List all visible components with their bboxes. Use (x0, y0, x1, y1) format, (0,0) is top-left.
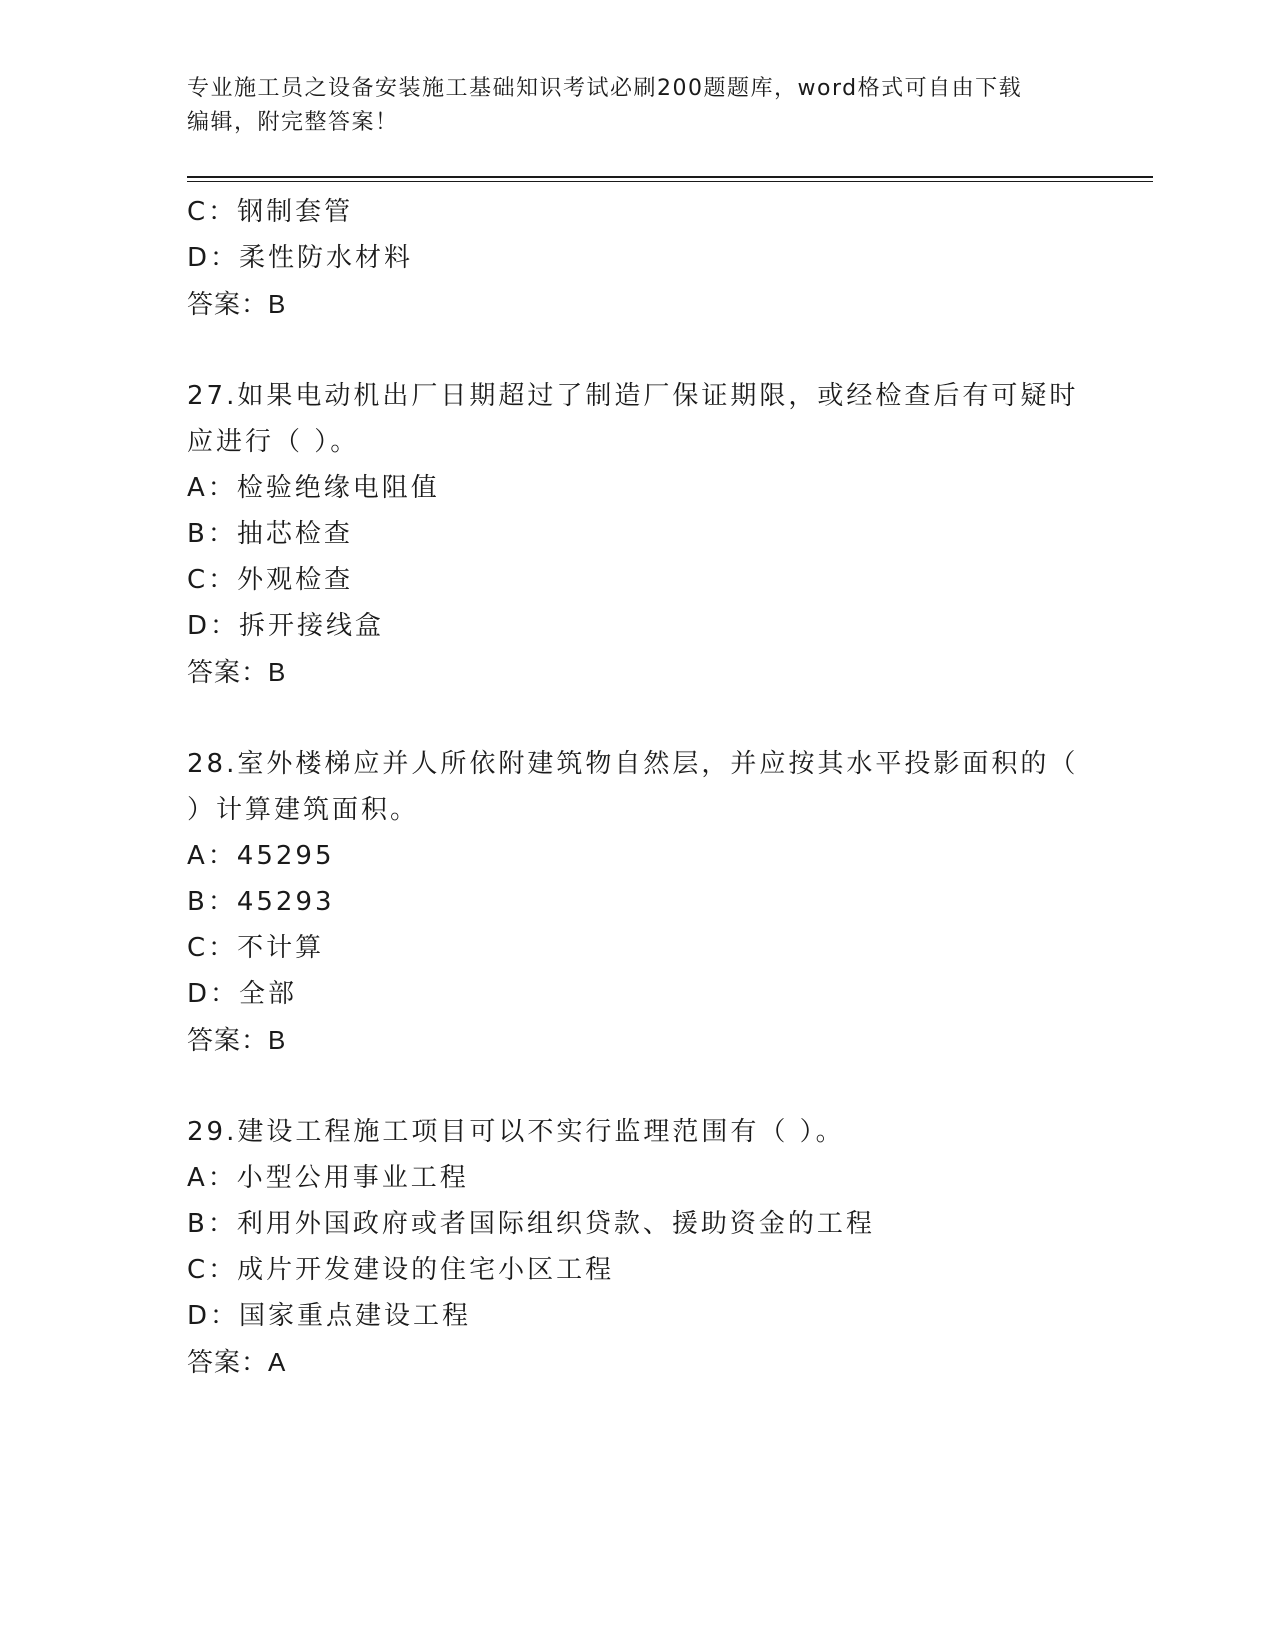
header-divider-thin (187, 181, 1153, 182)
option-c: C：钢制套管 (187, 197, 354, 227)
option-a: A：检验绝缘电阻值 (187, 473, 440, 503)
option-a: A：45295 (187, 841, 335, 871)
document-header (187, 72, 1067, 140)
header-title-line-2: 编辑，附完整答案！ (187, 110, 399, 135)
question-27 (187, 373, 1087, 695)
question-stem-continued: 应进行（ ）。 (187, 427, 360, 457)
spacer (187, 1063, 1087, 1109)
option-d: D：全部 (187, 979, 298, 1009)
answer-line: 答案：B (187, 289, 287, 319)
question-29 (187, 1109, 1087, 1385)
question-stem-continued: ）计算建筑面积。 (187, 795, 420, 825)
option-b: B：利用外国政府或者国际组织贷款、援助资金的工程 (187, 1209, 875, 1239)
header-divider-thick (187, 176, 1153, 178)
question-28 (187, 741, 1087, 1063)
answer-line: 答案：A (187, 1347, 287, 1377)
option-b: B：45293 (187, 887, 335, 917)
question-stem: 28.室外楼梯应并人所依附建筑物自然层，并应按其水平投影面积的（ (187, 749, 1079, 779)
answer-line: 答案：B (187, 1025, 287, 1055)
question-26-tail (187, 189, 1087, 327)
option-b: B：抽芯检查 (187, 519, 353, 549)
option-d: D：国家重点建设工程 (187, 1301, 472, 1331)
option-d: D：柔性防水材料 (187, 243, 414, 273)
question-list (187, 189, 1087, 1385)
spacer (187, 327, 1087, 373)
option-c: C：成片开发建设的住宅小区工程 (187, 1255, 615, 1285)
answer-line: 答案：B (187, 657, 287, 687)
question-stem: 27.如果电动机出厂日期超过了制造厂保证期限，或经检查后有可疑时 (187, 381, 1079, 411)
spacer (187, 695, 1087, 741)
option-a: A：小型公用事业工程 (187, 1163, 469, 1193)
option-d: D：拆开接线盒 (187, 611, 385, 641)
header-title-line-1: 专业施工员之设备安装施工基础知识考试必刷200题题库，word格式可自由下载 (187, 76, 1023, 101)
question-stem: 29.建设工程施工项目可以不实行监理范围有（ ）。 (187, 1117, 845, 1147)
option-c: C：外观检查 (187, 565, 354, 595)
option-c: C：不计算 (187, 933, 325, 963)
